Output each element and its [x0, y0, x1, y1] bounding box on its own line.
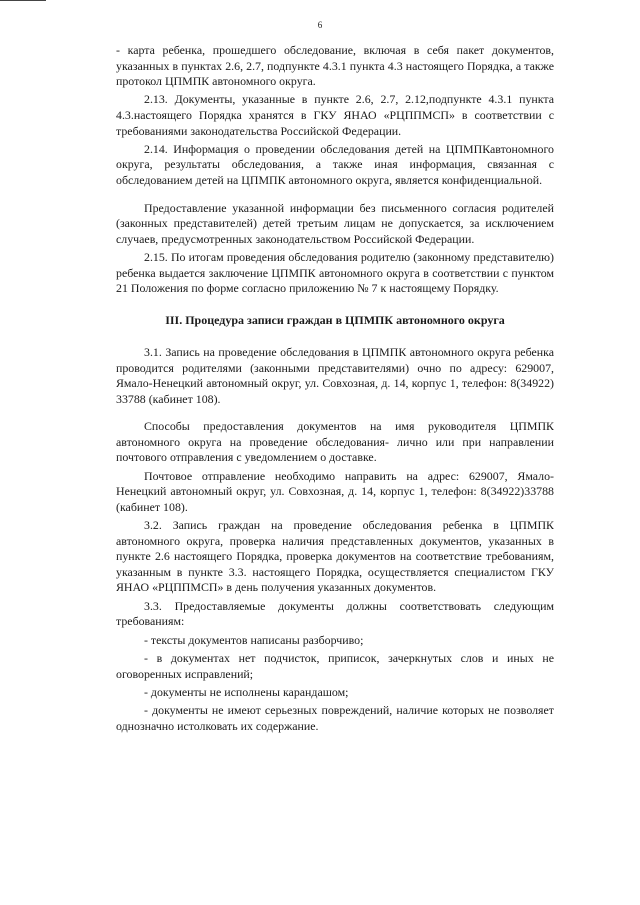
paragraph-2-13: 2.13. Документы, указанные в пункте 2.6, 2.7, 2.12,подпункте 4.3.1 пункта 4.3.настоящего Порядка хранятся в ГКУ ЯНАО «РЦППМСП» в соответствии с требованиями законодательства Российской Федерации.: [116, 92, 554, 138]
section-heading: III. Процедура записи граждан в ЦПМПК автономного округа: [165, 312, 505, 327]
list-item-no-damage: - документы не имеют серьезных повреждений, наличие которых не позволяет однозначно истолковать их содержание.: [116, 703, 554, 733]
list-item-no-pencil: - документы не исполнены карандашом;: [144, 684, 349, 699]
paragraph-2-15: 2.15. По итогам проведения обследования родителю (законному представителю) ребенка выдается заключение ЦПМПК автономного округа в соответствии с пунктом 21 Положения по форме согласно приложению № 7 к настоящему Порядку.: [116, 249, 554, 296]
paragraph-submission-methods: Способы предоставления документов на имя руководителя ЦПМПК автономного округа на проведение обследования- лично или при направлении почтового отправления с уведомлением о доставке.: [116, 419, 554, 465]
paragraph-3-2: 3.2. Запись граждан на проведение обследования ребенка в ЦПМПК автономного округа, проверка наличия представленных документов, указанных в пункте 2.6 настоящего Порядка, проверка документов на соответствие требованиям, указанным в пункте 3.3. настоящего Порядка, осуществляется специалистом ГКУ ЯНАО «РЦППМСП» в день получения указанных документов.: [116, 518, 554, 595]
paragraph-confidential-disclosure: Предоставление указанной информации без письменного согласия родителей (законных представителей) детей третьим лицам не допускается, за исключением случаев, предусмотренных законодательством Российской Федерации.: [116, 200, 554, 246]
list-item-no-erasures: - в документах нет подчисток, приписок, зачеркнутых слов и иных не оговоренных исправлений;: [116, 650, 554, 681]
paragraph-2-14: 2.14. Информация о проведении обследования детей на ЦПМПКавтономного округа, результаты обследования, а также иная информация, связанная с обследованием детей на ЦПМПК автономного округа, является конфиденциальной.: [116, 141, 554, 187]
paragraph-child-card: - карта ребенка, прошедшего обследование, включая в себя пакет документов, указанных в пунктах 2.6, 2.7, подпункте 4.3.1 пункта 4.3 настоящего Порядка, а также протокол ЦПМПК автономного округа.: [116, 43, 554, 89]
list-item-legible: - тексты документов написаны разборчиво;: [144, 632, 364, 647]
paragraph-3-3: 3.3. Предоставляемые документы должны соответствовать следующим требованиям:: [116, 598, 554, 629]
page-number: 6: [317, 20, 323, 30]
paragraph-postal-address: Почтовое отправление необходимо направить на адрес: 629007, Ямало-Ненецкий автономный округ, ул. Совхозная, д. 14, корпус 1, телефон: 8(34922)33788 (кабинет 108).: [116, 468, 554, 514]
top-edge-rule: [0, 0, 46, 1]
paragraph-3-1: 3.1. Запись на проведение обследования в ЦПМПК автономного округа ребенка проводится родителями (законными представителями) очно по адресу: 629007, Ямало-Ненецкий автономный округ, ул. Совхозная, д. 14, корпус 1, телефон: 8(34922) 33788 (кабинет 108).: [116, 345, 554, 406]
document-body: [116, 43, 554, 737]
